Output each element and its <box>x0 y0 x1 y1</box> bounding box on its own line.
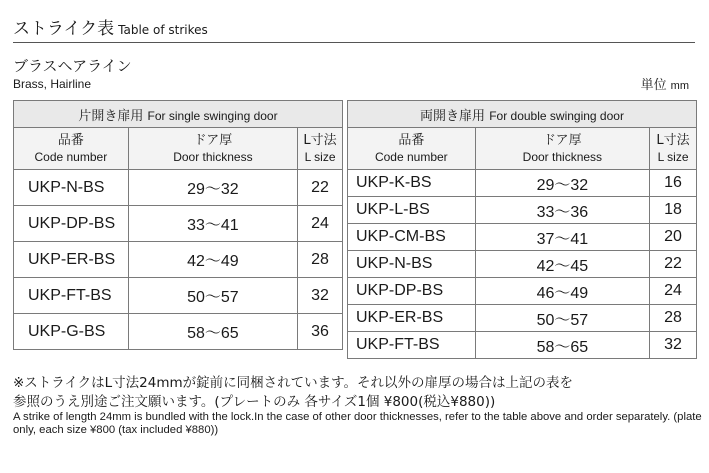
table-row <box>348 170 697 197</box>
page-title <box>13 14 208 39</box>
table-row <box>348 278 697 305</box>
thickness-cell: 46～49 <box>475 278 649 305</box>
thickness-cell: 29～32 <box>128 170 297 206</box>
code-cell: UKP-ER-BS <box>14 242 129 278</box>
thickness-cell: 42～45 <box>475 251 649 278</box>
header-code-jp: 品番 <box>398 132 425 148</box>
thickness-cell: 37～41 <box>475 224 649 251</box>
unit-label <box>641 74 689 93</box>
table-row <box>14 242 343 278</box>
code-cell: UKP-FT-BS <box>14 278 129 314</box>
table-row <box>348 251 697 278</box>
header-lsize <box>650 128 697 170</box>
lsize-cell: 36 <box>298 314 343 350</box>
finish-title-en: Brass, Hairline <box>13 77 92 91</box>
title-jp: ストライク表 <box>13 19 115 39</box>
thickness-cell: 29～32 <box>475 170 649 197</box>
code-cell: UKP-G-BS <box>14 314 129 350</box>
table-row <box>348 197 697 224</box>
header-thickness-en: Door thickness <box>522 149 603 164</box>
header-code <box>14 128 129 170</box>
code-cell: UKP-K-BS <box>348 170 476 197</box>
lsize-cell: 32 <box>650 332 697 359</box>
code-cell: UKP-CM-BS <box>348 224 476 251</box>
header-lsize-en: L size <box>657 149 689 164</box>
table-row <box>348 305 697 332</box>
header-thickness <box>475 128 649 170</box>
header-code-jp: 品番 <box>57 132 84 148</box>
header-code-en: Code number <box>34 149 108 164</box>
header-lsize-jp: L寸法 <box>656 132 690 148</box>
single-caption-jp: 片開き扉用 <box>78 108 144 124</box>
table-row <box>14 170 343 206</box>
single-door-table <box>13 100 343 350</box>
thickness-cell: 58～65 <box>475 332 649 359</box>
note-jp-line1: ※ストライクはL寸法24mmが錠前に同梱されています。それ以外の扉厚の場合は上記の表を <box>13 375 574 391</box>
header-thickness-jp: ドア厚 <box>543 132 582 148</box>
unit-label-en: mm <box>670 80 689 92</box>
lsize-cell: 28 <box>650 305 697 332</box>
header-thickness-en: Door thickness <box>173 149 253 164</box>
note-jp <box>13 374 573 412</box>
note-jp-line2: 参照のうえ別途ご注文願います。(プレートのみ 各サイズ1個 ¥800(税込¥880)) <box>13 394 496 410</box>
thickness-cell: 42～49 <box>128 242 297 278</box>
thickness-cell: 50～57 <box>128 278 297 314</box>
code-cell: UKP-L-BS <box>348 197 476 224</box>
double-door-table <box>347 100 697 359</box>
header-lsize <box>298 128 343 170</box>
lsize-cell: 22 <box>650 251 697 278</box>
table-row <box>14 278 343 314</box>
lsize-cell: 24 <box>298 206 343 242</box>
unit-label-jp: 単位 <box>640 78 667 93</box>
lsize-cell: 32 <box>298 278 343 314</box>
double-caption-en: For double swinging door <box>489 108 624 123</box>
single-caption-en: For single swinging door <box>147 108 278 123</box>
code-cell: UKP-ER-BS <box>348 305 476 332</box>
header-thickness-jp: ドア厚 <box>193 132 233 148</box>
header-lsize-en: L size <box>304 149 336 164</box>
table-row <box>348 224 697 251</box>
lsize-cell: 18 <box>650 197 697 224</box>
lsize-cell: 22 <box>298 170 343 206</box>
note-en: A strike of length 24mm is bundled with the lock.In the case of other door thicknesses, refer to the table above and order separately. (plate only, each size ¥800 (tax included ¥880)) <box>13 411 702 436</box>
thickness-cell: 33～36 <box>475 197 649 224</box>
code-cell: UKP-N-BS <box>14 170 129 206</box>
double-caption-jp: 両開き扉用 <box>420 108 486 124</box>
lsize-cell: 28 <box>298 242 343 278</box>
double-door-caption <box>348 101 697 128</box>
thickness-cell: 33～41 <box>128 206 297 242</box>
header-lsize-jp: L寸法 <box>303 132 337 148</box>
single-door-caption <box>14 101 343 128</box>
title-divider <box>13 42 695 43</box>
header-code <box>348 128 476 170</box>
lsize-cell: 24 <box>650 278 697 305</box>
header-thickness <box>128 128 297 170</box>
code-cell: UKP-FT-BS <box>348 332 476 359</box>
thickness-cell: 50～57 <box>475 305 649 332</box>
table-row <box>14 206 343 242</box>
lsize-cell: 20 <box>650 224 697 251</box>
code-cell: UKP-N-BS <box>348 251 476 278</box>
code-cell: UKP-DP-BS <box>348 278 476 305</box>
finish-title-jp: ブラスヘアライン <box>13 57 132 75</box>
header-code-en: Code number <box>374 149 448 164</box>
table-row <box>14 314 343 350</box>
code-cell: UKP-DP-BS <box>14 206 129 242</box>
thickness-cell: 58～65 <box>128 314 297 350</box>
lsize-cell: 16 <box>650 170 697 197</box>
title-en: Table of strikes <box>118 23 208 37</box>
table-row <box>348 332 697 359</box>
